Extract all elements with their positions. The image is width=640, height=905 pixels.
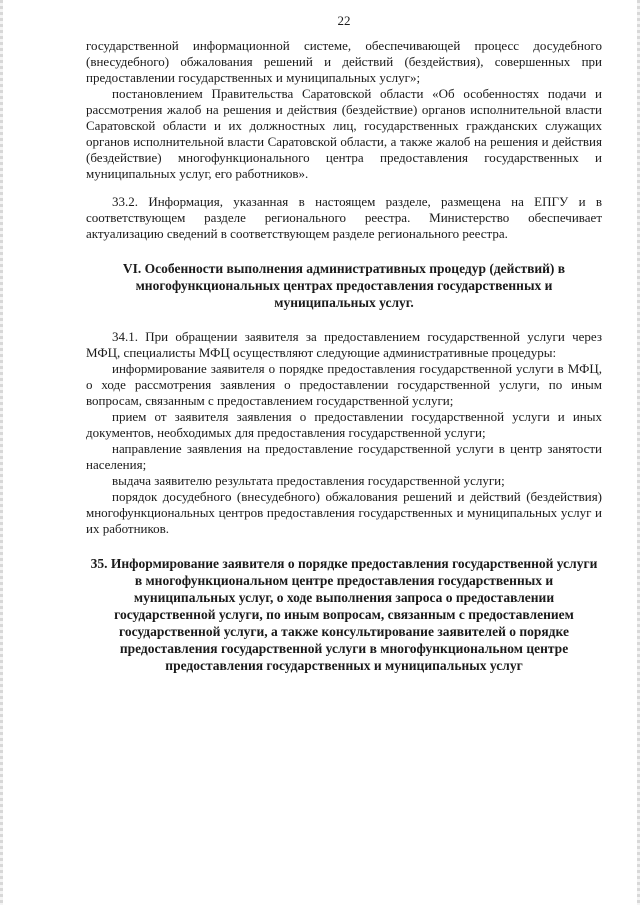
list-item-appeal-procedure: порядок досудебного (внесудебного) обжалования решений и действий (бездействия) многофункциональных центров предоставления государственных и муниципальных услуг и их работников. xyxy=(86,489,602,536)
spacer xyxy=(86,311,602,329)
paragraph-saratov-resolution: постановлением Правительства Саратовской области «Об особенностях подачи и рассмотрения жалоб на решения и действия (бездействие) органов исполнительной власти Саратовской области и их должностных лиц, государственных гражданских служащих органов исполнительной власти Саратовской области, а также жалоб на решения и действия (бездействие) многофункционального центра предоставления государственных и муниципальных услуг, его работников». xyxy=(86,86,602,181)
spacer xyxy=(86,537,602,555)
paragraph-33-2: 33.2. Информация, указанная в настоящем разделе, размещена на ЕПГУ и в соответствующем разделе регионального реестра. Министерство обеспечивает актуализацию сведений в соответствующем разделе регионального реестра. xyxy=(86,194,602,241)
list-item-issuance: выдача заявителю результата предоставления государственной услуги; xyxy=(112,473,505,488)
section-heading-35: 35. Информирование заявителя о порядке предоставления государственной услуги в многофункциональном центре предоставления государственных и муниципальных услуг, о ходе выполнения запроса о предоставлении государственной услуги, по иным вопросам, связанным с предоставлением государственной услуги, а также консультирование заявителей о порядке предоставления государственной услуги в многофункциональном центре предоставления государственных и муниципальных услуг xyxy=(90,556,598,673)
list-item-informing: информирование заявителя о порядке предоставления государственной услуги в МФЦ, о ходе рассмотрения заявления о предоставлении государственной услуги, по иным вопросам, связанным с предоставлением государственной услуги; xyxy=(86,361,602,408)
spacer xyxy=(86,242,602,260)
paragraph-34-1: 34.1. При обращении заявителя за предоставлением государственной услуги через МФЦ, специалисты МФЦ осуществляют следующие административные процедуры: xyxy=(86,329,602,360)
section-heading-vi: VI. Особенности выполнения административных процедур (действий) в многофункциональных центрах предоставления государственных и муниципальных услуг. xyxy=(122,261,566,310)
list-item-reception: прием от заявителя заявления о предоставлении государственной услуги и иных документов, необходимых для предоставления государственной услуги; xyxy=(86,409,602,440)
page-number: 22 xyxy=(337,13,351,28)
list-item-forwarding: направление заявления на предоставление государственной услуги в центр занятости населения; xyxy=(86,441,602,472)
paragraph-gis-appeal: государственной информационной системе, обеспечивающей процесс досудебного (внесудебного) обжалования решений и действий (бездействия), совершенных при предоставлении государственных и муниципальных услуг»; xyxy=(86,38,602,85)
spacer xyxy=(86,182,602,194)
